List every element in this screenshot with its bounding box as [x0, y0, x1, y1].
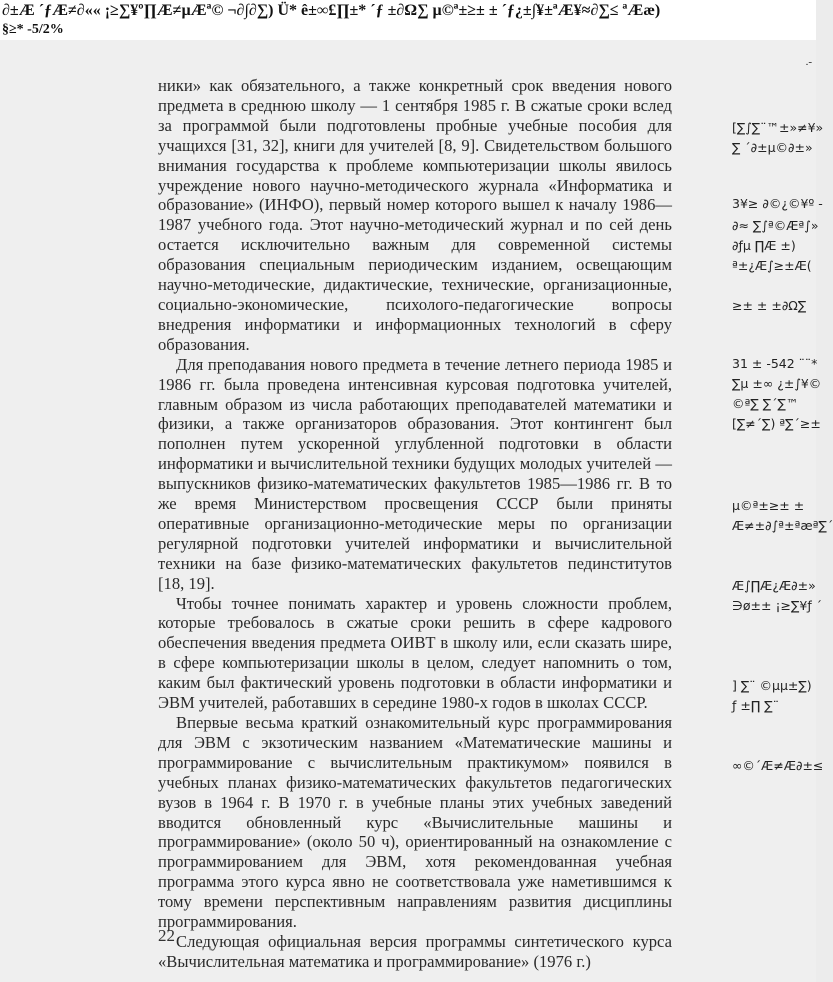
- side-garbled-text: Æ≠±∂∫ª±ªæª∑´: [732, 518, 833, 533]
- side-garbled-text: ∂≈ ∑∫ª©Æª∫»: [732, 218, 819, 233]
- top-garbled-header: [0, 0, 816, 40]
- side-garbled-text: µ©ª±≥± ±: [732, 498, 805, 513]
- side-garbled-text: ƒ ±∏ ∑¨: [732, 698, 779, 713]
- paragraph-5: Следующая официальная версия программы синтетического курса «Вычислительная математика и программирование» (1976 г.): [158, 931, 672, 971]
- side-garbled-text: [∑≠´∑) ª∑´≥±: [732, 416, 821, 431]
- garbled-header-line-1: ∂±Æ ´ƒÆ≠∂«« ¡≥∑¥º∏Æ≠µÆª© ¬∂∫∂∑) Ü* ê±∞£∏±* ´ƒ ±∂Ω∑ µ©ª±≥± ± ´ƒ¿±∫¥±ªÆ¥≈∂∑≤ ªÆæ): [2, 2, 661, 19]
- side-garbled-text: ∑µ ±∞ ¿±∫¥©: [732, 376, 822, 391]
- paragraph-3: Чтобы точнее понимать характер и уровень сложности проблем, которые требовалось в сжатые сроки решить в сфере кадрового обеспечения введения предмета ОИВТ в школу или, если сказать шире, в сфере компьютеризации школы в целом, следует напомнить о том, каким был фактический уровень подготовки в области информатики и ЭВМ учителей, работавших в середине 1980-х годов в школах СССР.: [158, 593, 672, 713]
- side-garbled-text: ∂ƒµ ∏Æ ±): [732, 238, 796, 253]
- side-garbled-text: ] ∑¨ ©µµ±∑): [732, 678, 812, 693]
- side-garbled-text: ∋ø±± ¡≥∑¥ƒ ´: [732, 598, 822, 613]
- book-page: [0, 40, 833, 982]
- side-garbled-text: 3¥≥ ∂©¿©¥º -: [732, 196, 823, 211]
- side-garbled-text: 31 ± -542 ¨¨*: [732, 356, 818, 371]
- side-garbled-text: ∑ ´∂±µ©∂±»: [732, 140, 813, 155]
- side-garbled-text: ©ª∑ ∑´∑™: [732, 396, 799, 411]
- paragraph-4: Впервые весьма краткий ознакомительный курс программирования для ЭВМ с экзотическим названием «Математические машины и программирование с вычислительным практикумом» появился в учебных планах физико-математических факультетов педагогических вузов в 1964 г. В 1970 г. в учебные планы этих учебных заведений вводится обновленный курс «Вычислительные машины и программирование» (около 50 ч), ориентированный на ознакомление с программированием для ЭВМ, хотя рекомендованная учебная программа этого курса явно не соответствовала уже наметившимся к тому времени перспективным направлениям развития дисциплины программирования.: [158, 713, 672, 932]
- side-garbled-text: ≥± ± ±∂Ω∑: [732, 298, 807, 313]
- side-mark: .-: [805, 56, 812, 68]
- paragraph-2: Для преподавания нового предмета в течение летнего периода 1985 и 1986 гг. была проведена интенсивная курсовая подготовка учителей, главным образом из числа работающих преподавателей математики и физики, а также организаторов образования. Этот контингент был пополнен путем ускоренной углубленной подготовки в области информатики и вычислительной техники будущих молодых учителей — выпускников физико-математических факультетов 1985—1986 гг. В то же время Министерством просвещения СССР были приняты оперативные организационно-методические меры по организации регулярной подготовки учителей информатики и вычислительной техники на базе физико-математических факультетов пединститутов [18, 19].: [158, 354, 672, 593]
- side-garbled-text: ª±¿Æ∫≥±Æ(: [732, 258, 812, 273]
- paragraph-1: ники» как обязательного, а также конкретный срок введения нового предмета в среднюю школу — 1 сентября 1985 г. В сжатые сроки вслед за программой были подготовлены пробные учебные пособия для учащихся [31, 32], книги для учителей [8, 9]. Свидетельством большого внимания государства к проблеме компьютеризации школы явилось учреждение нового научно-методического журнала «Информатика и образование» (ИНФО), первый номер которого вышел к началу 1986—1987 учебного года. Этот научно-методический журнал и по сей день остается исключительно важным для современной системы образования специальным периодическим изданием, освещающим научно-методические, дидактические, технические, организационные, социально-экономические, психолого-педагогические вопросы внедрения информатики и информационных технологий в сферу образования.: [158, 76, 672, 354]
- side-garbled-text: ∞©´Æ≠Æ∂±≤: [732, 758, 824, 773]
- garbled-header-line-2: §≥* -5/2%: [2, 22, 64, 37]
- page-number: 22: [158, 926, 175, 945]
- side-garbled-text: Æ∫∏Æ¿Æ∂±»: [732, 578, 816, 593]
- side-garbled-text: [∑∫∑¨™±»≠¥»: [732, 120, 824, 135]
- main-text-column: [158, 76, 672, 972]
